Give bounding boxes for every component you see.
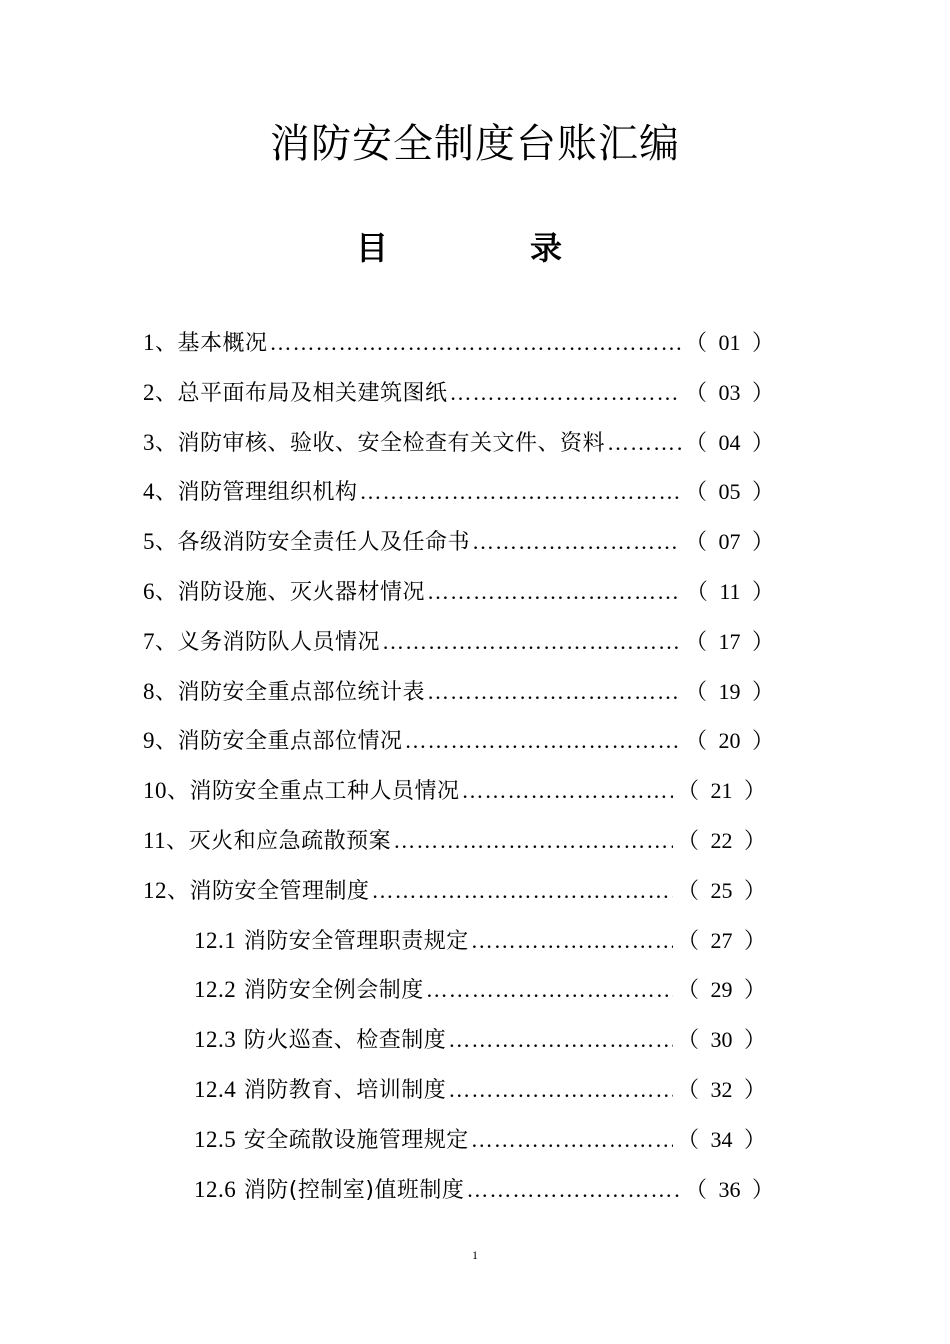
toc-leader-dots bbox=[469, 916, 673, 966]
toc-page-number: （ 17 ） bbox=[684, 628, 774, 654]
toc-subitem[interactable]: 12.5 安全疏散设施管理规定 …………………………………………………………………………………………………………………………………… （ 34 ） bbox=[0, 1115, 950, 1165]
toc-item[interactable]: 1、基本概况 …………………………………………………………………………………………………………………………………… （ 01 ） bbox=[0, 318, 950, 368]
toc-page-number: （ 21 ） bbox=[676, 778, 766, 804]
toc-item[interactable]: 8、消防安全重点部位统计表 …………………………………………………………………………………………………………………………………… （ 19 ） bbox=[0, 667, 950, 717]
document-title: 消防安全制度台账汇编 bbox=[270, 121, 680, 167]
toc-item[interactable]: 4、消防管理组织机构 …………………………………………………………………………………………………………………………………… （ 05 ） bbox=[0, 467, 950, 517]
toc-page-number: （ 03 ） bbox=[684, 379, 774, 405]
toc-item[interactable]: 5、各级消防安全责任人及任命书 …………………………………………………………………………………………………………………………………… （ 07 ） bbox=[0, 517, 950, 567]
toc-leader-dots bbox=[391, 816, 673, 866]
toc-page-number: （ 11 ） bbox=[685, 578, 774, 604]
toc-page-number: （ 07 ） bbox=[684, 529, 774, 555]
toc-leader-dots bbox=[460, 766, 673, 816]
toc-page-number: （ 30 ） bbox=[676, 1027, 766, 1053]
toc-subitem[interactable]: 12.3 防火巡查、检查制度 …………………………………………………………………………………………………………………………………… （ 30 ） bbox=[0, 1015, 950, 1065]
toc-leader-dots bbox=[470, 517, 681, 567]
toc-item[interactable]: 3、消防审核、验收、安全检查有关文件、资料 …………………………………………………………………………………………………………………………………… （ 04 ） bbox=[0, 418, 950, 468]
toc-page-number: （ 20 ） bbox=[684, 728, 774, 754]
toc-leader-dots bbox=[403, 716, 681, 766]
toc-item[interactable]: 10、消防安全重点工种人员情况 …………………………………………………………………………………………………………………………………… （ 21 ） bbox=[0, 766, 950, 816]
page-number: 1 bbox=[472, 1248, 478, 1262]
toc-page-number: （ 36 ） bbox=[684, 1176, 774, 1202]
toc-subitem[interactable]: 12.6 消防(控制室)值班制度 …………………………………………………………………………………………………………………………………… （ 36 ） bbox=[0, 1165, 950, 1215]
toc-leader-dots bbox=[424, 965, 673, 1015]
toc-page-number: （ 27 ） bbox=[676, 927, 766, 953]
toc-leader-dots bbox=[268, 318, 681, 368]
toc-item[interactable]: 7、义务消防队人员情况 …………………………………………………………………………………………………………………………………… （ 17 ） bbox=[0, 617, 950, 667]
toc-page-number: （ 34 ） bbox=[676, 1126, 766, 1152]
toc-leader-dots bbox=[425, 567, 682, 617]
toc-page-number: （ 29 ） bbox=[676, 977, 766, 1003]
toc-page-number: （ 32 ） bbox=[676, 1076, 766, 1102]
toc-leader-dots bbox=[446, 1065, 673, 1115]
toc-heading-right: 录 bbox=[530, 229, 563, 267]
toc-heading bbox=[0, 226, 950, 270]
toc-item[interactable]: 12、消防安全管理制度 …………………………………………………………………………………………………………………………………… （ 25 ） bbox=[0, 866, 950, 916]
toc-page-number: （ 04 ） bbox=[684, 429, 774, 455]
toc-leader-dots bbox=[605, 418, 681, 468]
toc-item[interactable]: 6、消防设施、灭火器材情况 …………………………………………………………………………………………………………………………………… （ 11 ） bbox=[0, 567, 950, 617]
toc-page-number: （ 25 ） bbox=[676, 877, 766, 903]
toc-subitem[interactable]: 12.1 消防安全管理职责规定 …………………………………………………………………………………………………………………………………… （ 27 ） bbox=[0, 916, 950, 966]
toc-item[interactable]: 2、总平面布局及相关建筑图纸 …………………………………………………………………………………………………………………………………… （ 03 ） bbox=[0, 368, 950, 418]
toc-item[interactable]: 9、消防安全重点部位情况 …………………………………………………………………………………………………………………………………… （ 20 ） bbox=[0, 716, 950, 766]
toc-leader-dots bbox=[425, 667, 681, 717]
toc-leader-dots bbox=[380, 617, 681, 667]
toc-item[interactable]: 11、灭火和应急疏散预案 …………………………………………………………………………………………………………………………………… （ 22 ） bbox=[0, 816, 950, 866]
toc-subitem[interactable]: 12.2 消防安全例会制度 …………………………………………………………………………………………………………………………………… （ 29 ） bbox=[0, 965, 950, 1015]
toc-leader-dots bbox=[446, 1015, 673, 1065]
toc-leader-dots bbox=[448, 368, 681, 418]
table-of-contents bbox=[0, 318, 950, 1214]
toc-subitem[interactable]: 12.4 消防教育、培训制度 …………………………………………………………………………………………………………………………………… （ 32 ） bbox=[0, 1065, 950, 1115]
toc-heading-left: 目 bbox=[356, 229, 389, 267]
toc-page-number: （ 19 ） bbox=[684, 678, 774, 704]
toc-leader-dots bbox=[469, 1115, 673, 1165]
toc-page-number: （ 22 ） bbox=[676, 827, 766, 853]
toc-page-number: （ 05 ） bbox=[684, 479, 774, 505]
toc-leader-dots bbox=[464, 1165, 681, 1215]
toc-leader-dots bbox=[358, 467, 681, 517]
toc-page-number: （ 01 ） bbox=[684, 330, 774, 355]
toc-leader-dots bbox=[370, 866, 673, 916]
